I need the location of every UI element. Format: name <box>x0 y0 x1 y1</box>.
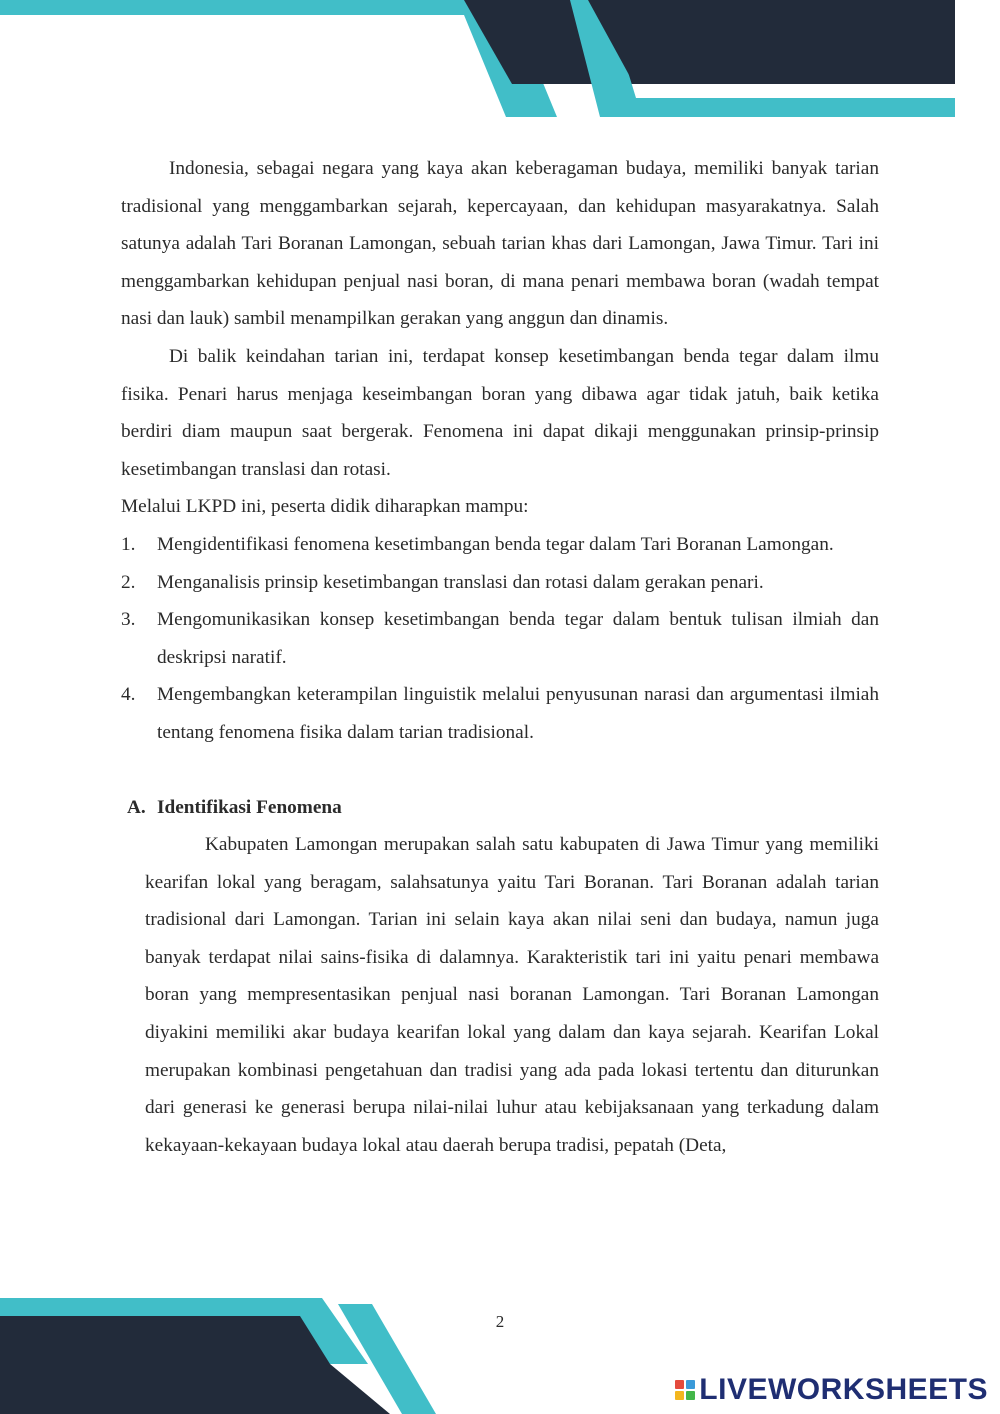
section-a-title: Identifikasi Fenomena <box>157 796 342 818</box>
list-item <box>121 526 879 564</box>
list-item-number: 3. <box>121 609 136 631</box>
section-a-letter: A. <box>127 796 146 818</box>
document-body <box>121 150 879 1164</box>
list-item-number: 4. <box>121 684 136 706</box>
liveworksheets-logo[interactable] <box>675 1374 988 1406</box>
list-item <box>121 676 879 751</box>
header-decoration <box>0 0 1000 120</box>
intro-paragraph-1: Indonesia, sebagai negara yang kaya akan keberagaman budaya, memiliki banyak tarian tradisional yang menggambarkan sejarah, kepercayaan, dan kehidupan masyarakatnya. Salah satunya adalah Tari Boranan Lamongan, sebuah tarian khas dari Lamongan, Jawa Timur. Tari ini menggambarkan kehidupan penjual nasi boran, di mana penari membawa boran (wadah tempat nasi dan lauk) sambil menampilkan gerakan yang anggun dan dinamis. <box>121 158 879 330</box>
intro-paragraph-2: Di balik keindahan tarian ini, terdapat konsep kesetimbangan benda tegar dalam ilmu fisika. Penari harus menjaga keseimbangan boran yang dibawa agar tidak jatuh, baik ketika berdiri diam maupun saat bergerak. Fenomena ini dapat dikaji menggunakan prinsip-prinsip kesetimbangan translasi dan rotasi. <box>121 345 879 480</box>
logo-square-green <box>686 1391 695 1400</box>
list-item-number: 2. <box>121 571 136 593</box>
logo-mark-icon <box>675 1380 695 1400</box>
objectives-list <box>121 526 879 752</box>
list-item-text: Mengidentifikasi fenomena kesetimbangan benda tegar dalam Tari Boranan Lamongan. <box>157 533 834 555</box>
list-item <box>121 564 879 602</box>
brand-name: LIVEWORKSHEETS <box>699 1373 988 1406</box>
objectives-lead: Melalui LKPD ini, peserta didik diharapkan mampu: <box>121 496 529 518</box>
logo-square-blue <box>686 1380 695 1389</box>
header-teal-bar <box>0 0 500 15</box>
list-item-text: Mengembangkan keterampilan linguistik melalui penyusunan narasi dan argumentasi ilmiah tentang fenomena fisika dalam tarian tradisional. <box>157 684 879 743</box>
list-item-number: 1. <box>121 533 136 555</box>
logo-square-red <box>675 1380 684 1389</box>
list-item-text: Menganalisis prinsip kesetimbangan translasi dan rotasi dalam gerakan penari. <box>157 571 764 593</box>
list-item-text: Mengomunikasikan konsep kesetimbangan benda tegar dalam bentuk tulisan ilmiah dan deskripsi naratif. <box>157 609 879 668</box>
header-navy-overlay <box>588 0 955 84</box>
section-a-heading <box>127 789 879 827</box>
page-number: 2 <box>495 1312 505 1331</box>
list-item <box>121 601 879 676</box>
logo-square-yellow <box>675 1391 684 1400</box>
section-a-body: Kabupaten Lamongan merupakan salah satu kabupaten di Jawa Timur yang memiliki kearifan lokal yang beragam, salahsatunya yaitu Tari Boranan. Tari Boranan adalah tarian tradisional dari Lamongan. Tarian ini selain kaya akan nilai seni dan budaya, namun juga banyak terdapat nilai sains-fisika di dalamnya. Karakteristik tari ini yaitu penari membawa boran yang mempresentasikan penjual nasi boranan Lamongan. Tari Boranan Lamongan diyakini memiliki akar budaya kearifan lokal yang dalam dan kaya sejarah. Kearifan Lokal merupakan kombinasi pengetahuan dan tradisi yang ada pada lokasi tertentu dan diturunkan dari generasi ke generasi berupa nilai-nilai luhur atau kebijaksanaan yang terkadung dalam kekayaan-kekayaan budaya lokal atau daerah berupa tradisi, pepatah (Deta, <box>145 834 879 1156</box>
